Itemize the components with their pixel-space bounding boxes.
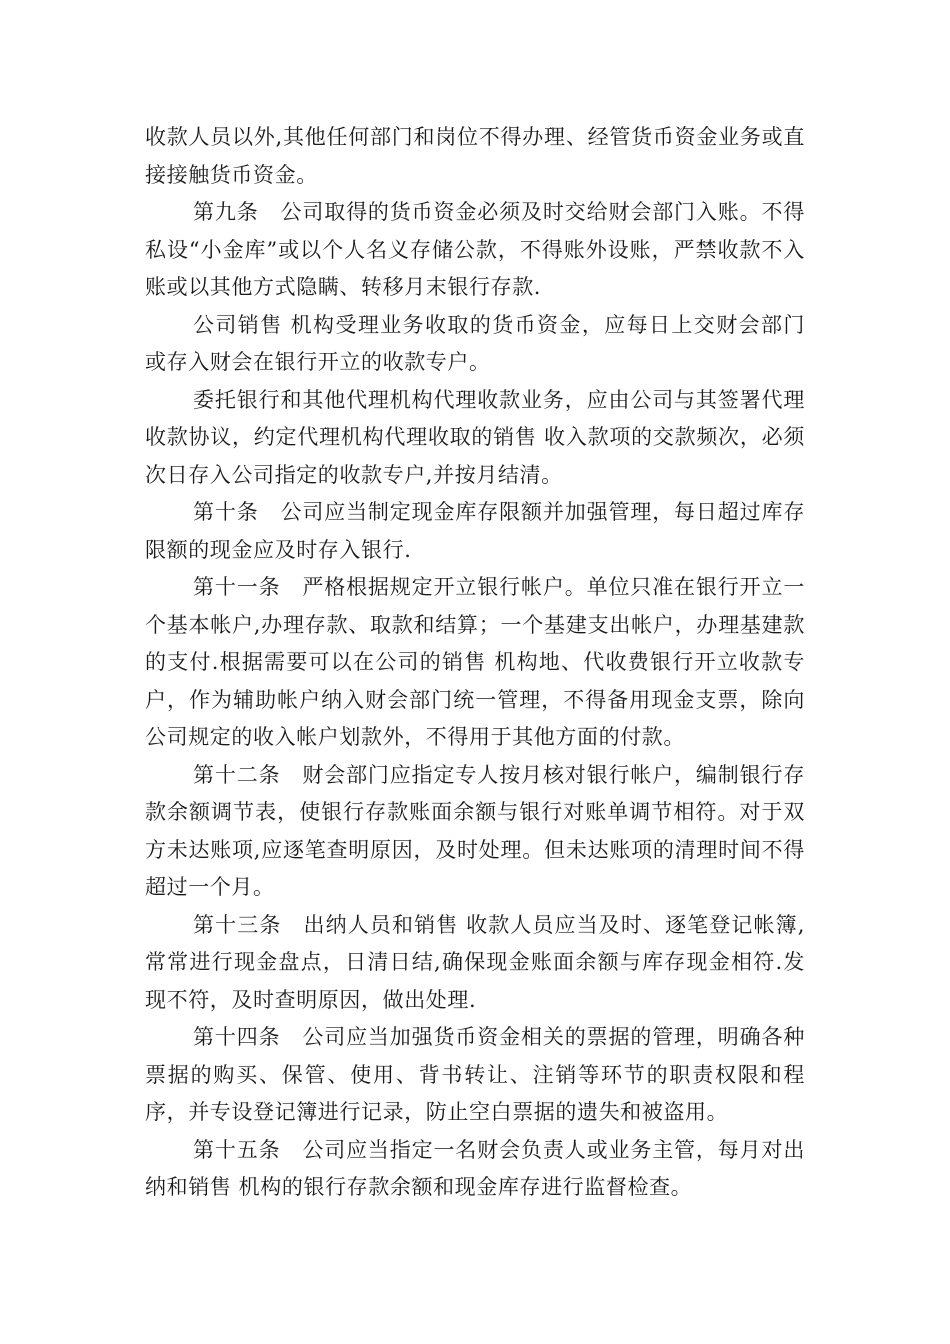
paragraph-sales-funds: 公司销售 机构受理业务收取的货币资金，应每日上交财会部门或存入财会在银行开立的收款专户。	[145, 312, 805, 374]
document-body	[145, 119, 805, 1207]
paragraph-article-9: 第九条 公司取得的货币资金必须及时交给财会部门入账。不得私设“小金库”或以个人名义存储公款，不得账外设账，严禁收款不入账或以其他方式隐瞒、转移月末银行存款.	[145, 200, 805, 299]
paragraph-agency-collection: 委托银行和其他代理机构代理收款业务，应由公司与其签署代理收款协议，约定代理机构代理收取的销售 收入款项的交款频次，必须次日存入公司指定的收款专户,并按月结清。	[145, 387, 805, 487]
paragraph-article-14: 第十四条 公司应当加强货币资金相关的票据的管理，明确各种票据的购买、保管、使用、背书转让、注销等环节的职责权限和程序，并专设登记簿进行记录，防止空白票据的遗失和被盗用。	[145, 1025, 805, 1124]
paragraph-article-10: 第十条 公司应当制定现金库存限额并加强管理，每日超过库存限额的现金应及时存入银行.	[145, 500, 805, 562]
paragraph-article-12: 第十二条 财会部门应指定专人按月核对银行帐户，编制银行存款余额调节表，使银行存款账面余额与银行对账单调节相符。对于双方未达账项,应逐笔查明原因，及时处理。但未达账项的清理时间不得超过一个月。	[145, 762, 805, 899]
paragraph-article-11: 第十一条 严格根据规定开立银行帐户。单位只准在银行开立一个基本帐户,办理存款、取款和结算；一个基建支出帐户，办理基建款的支付.根据需要可以在公司的销售 机构地、代收费银行开立收款专户，作为辅助帐户纳入财会部门统一管理，不得备用现金支票，除向公司规定的收入帐户划款外，不得用于其他方面的付款。	[145, 575, 805, 749]
paragraph-article-13: 第十三条 出纳人员和销售 收款人员应当及时、逐笔登记帐簿,常常进行现金盘点，日清日结,确保现金账面余额与库存现金相符.发现不符，及时查明原因，做出处理.	[145, 912, 805, 1012]
paragraph-article-15: 第十五条 公司应当指定一名财会负责人或业务主管，每月对出纳和销售 机构的银行存款余额和现金库存进行监督检查。	[145, 1137, 805, 1199]
paragraph-continuation: 收款人员以外,其他任何部门和岗位不得办理、经管货币资金业务或直接接触货币资金。	[145, 125, 805, 187]
